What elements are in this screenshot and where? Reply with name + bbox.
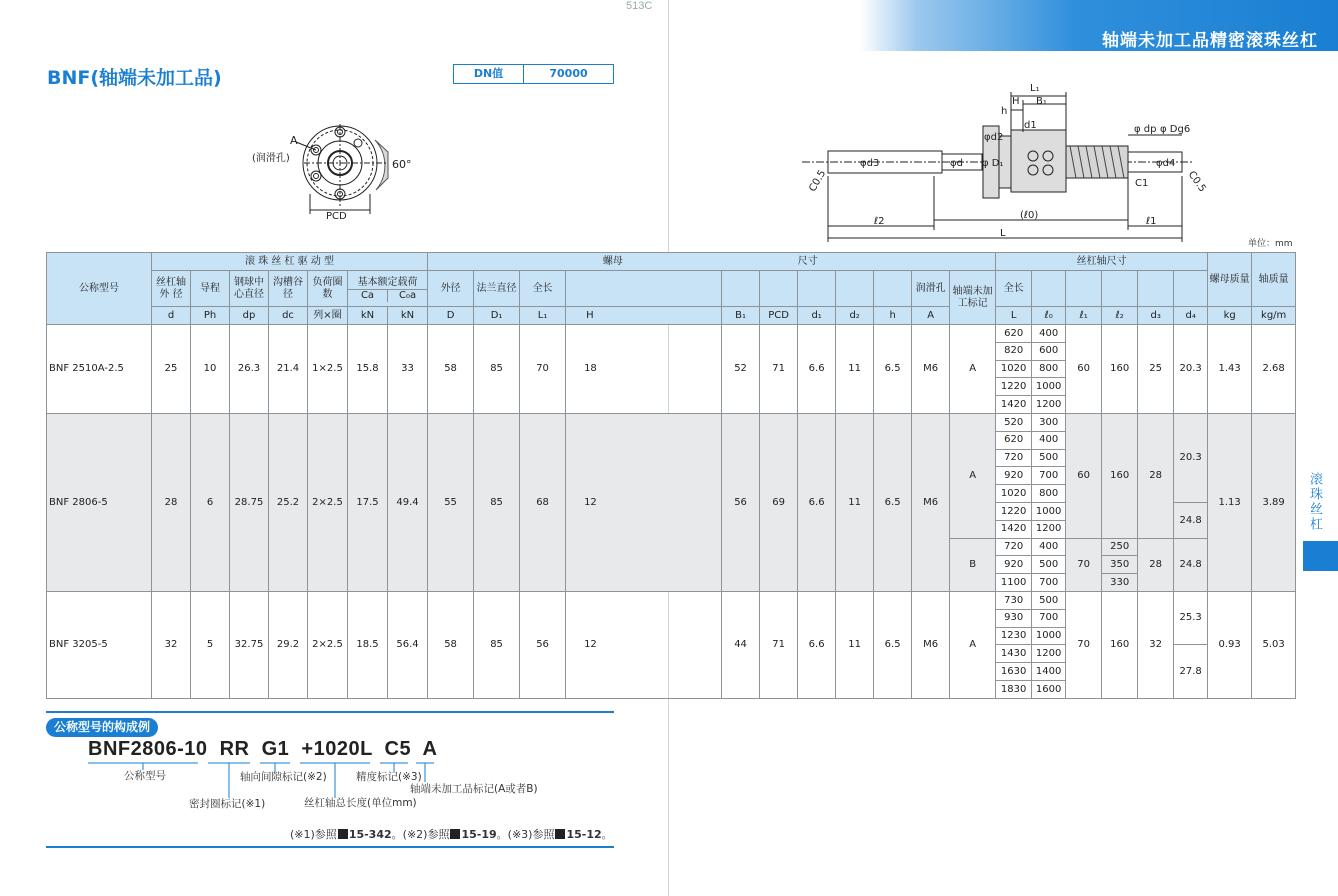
side-d3-label: φd3 [860,158,880,169]
cell-total-length: 1230 [996,627,1032,645]
cell-total-length: 930 [996,609,1032,627]
cell-d: 55 [428,413,474,591]
th-shaft: 丝杠轴尺寸 [996,253,1208,271]
th-u-pcd: PCD [760,307,798,325]
cell-shaft-mass: 2.68 [1252,325,1296,414]
cell-d4: 27.8 [1174,645,1208,698]
cell-l1: 60 [1066,325,1102,414]
side-c05-left-label: C0.5 [807,168,829,194]
th-groove: 沟槽谷径 [269,271,308,307]
cell-a: M6 [912,325,950,414]
table-row [47,325,1296,343]
cell-total-length: 1830 [996,680,1032,698]
cell-total-length: 1020 [996,485,1032,503]
ref1-text: (※1)参照 [290,828,337,841]
side-c05-right-label: C0.5 [1185,169,1208,195]
front-angle-label: 60° [392,158,412,171]
cell-total-length: 620 [996,431,1032,449]
cell-total-length: 920 [996,467,1032,485]
page-title: BNF(轴端未加工品) [47,67,222,89]
unit-note: 单位：mm [1248,239,1293,249]
cell-h: 12 [566,591,722,698]
ref3-page: 15-12 [566,828,602,841]
side-d4-label: φd4 [1156,158,1176,169]
cell-total-length: 1420 [996,520,1032,538]
cell-h: 6.5 [874,325,912,414]
cell-total-length: 1420 [996,396,1032,414]
composition-badge: 公称型号的构成例 [46,718,158,737]
th-u-D1: D₁ [474,307,520,325]
comp-label-length: 丝杠轴总长度(单位mm) [304,797,417,809]
cell-d: 28 [152,413,191,591]
cell-total-length: 1430 [996,645,1032,663]
side-L-label: L [1000,228,1006,239]
cell-l1: 70 [1066,591,1102,698]
th-shaft-mass: 轴质量 [1252,253,1296,307]
table-row [47,413,1296,431]
cell-pcd: 71 [760,591,798,698]
th-u-dc: dc [269,307,308,325]
cell-end-code: A [950,325,996,414]
th-total-len: 全长 [996,271,1032,307]
cell-d3: 28 [1138,413,1174,538]
cell-d: 25 [152,325,191,414]
cell-d3: 25 [1138,325,1174,414]
dn-value: 70000 [549,67,588,80]
th-u-kn2: kN [388,307,428,325]
cell-total-length: 1220 [996,378,1032,396]
th-ca: Ca [348,290,388,302]
cell-l0: 1600 [1032,680,1066,698]
cell-total-length: 620 [996,325,1032,343]
cell-d4: 24.8 [1174,502,1208,538]
th-length: 全长 [520,271,566,307]
front-a-label: A [290,134,298,147]
comp-label-model: 公称型号 [124,770,166,782]
cell-l1: 56 [520,591,566,698]
side-D1-label: φ D₁ [982,158,1004,169]
cell-ca: 15.8 [348,325,388,414]
cell-d4: 20.3 [1174,413,1208,502]
cell-l0: 700 [1032,574,1066,592]
cell-l0: 1200 [1032,520,1066,538]
cell-d1: 85 [474,413,520,591]
th-drive: 滚 珠 丝 杠 驱 动 型 [152,253,428,271]
cell-h: 6.5 [874,591,912,698]
ref1-sep: 。 [391,828,403,841]
header-band [860,0,1338,51]
dn-value-box [453,64,614,84]
ref3-text: (※3)参照 [507,828,555,841]
cell-d2: 11 [836,325,874,414]
cell-d4: 25.3 [1174,591,1208,644]
cell-l0: 500 [1032,591,1066,609]
cell-total-length: 1020 [996,360,1032,378]
nut-front-view-drawing [240,118,440,222]
th-u-d1: d₁ [798,307,836,325]
th-u-turns: 列×圈 [308,307,348,325]
dn-label: DN值 [454,65,524,83]
cell-l1: 68 [520,413,566,591]
th-dims: 尺寸 [798,253,996,271]
comp-label-end: 轴端未加工品标记(A或者B) [410,783,538,795]
cell-d4: 24.8 [1174,538,1208,591]
cell-a: M6 [912,591,950,698]
cell-nut-mass: 0.93 [1208,591,1252,698]
side-dg6-label: φ Dg6 [1160,124,1191,135]
th-u-l0: ℓ₀ [1032,307,1066,325]
ref1-page: 15-342 [348,828,392,841]
cell-end-code: A [950,413,996,538]
cell-ca: 18.5 [348,591,388,698]
th-u-l2: ℓ₂ [1102,307,1138,325]
th-u-dp: dp [230,307,269,325]
comp-label-clearance: 轴向间隙标记(※2) [240,771,327,783]
cell-l0: 300 [1032,413,1066,431]
cell-l2: 160 [1102,413,1138,538]
cell-d1: 6.6 [798,591,836,698]
cell-dp: 28.75 [230,413,269,591]
front-pcd-label: PCD [326,211,347,222]
side-l0-label: (ℓ0) [1020,210,1039,221]
ref2-a-icon [450,829,460,839]
cell-end-code: A [950,591,996,698]
cell-d: 58 [428,591,474,698]
th-u-A: A [912,307,950,325]
cell-total-length: 1220 [996,502,1032,520]
cell-l0: 500 [1032,449,1066,467]
th-ball-pcd: 钢球中心直径 [230,271,269,307]
th-u-L1: L₁ [520,307,566,325]
cell-model: BNF 3205-5 [47,591,152,698]
footnote-references [290,826,613,842]
cell-coa: 49.4 [388,413,428,591]
cell-pcd: 69 [760,413,798,591]
th-u-d: d [152,307,191,325]
cell-dc: 25.2 [269,413,308,591]
side-l1-label: L₁ [1030,83,1040,94]
cell-l0: 400 [1032,538,1066,556]
cell-l0: 1000 [1032,502,1066,520]
cell-d3: 28 [1138,538,1174,591]
cell-l0: 1400 [1032,663,1066,681]
th-u-kg: kg [1208,307,1252,325]
th-shaft-od: 丝杠轴外 径 [152,271,191,307]
th-coa: C₀a [398,290,417,301]
cell-d: 58 [428,325,474,414]
th-lead: 导程 [191,271,230,307]
cell-l0: 600 [1032,342,1066,360]
ref2-page: 15-19 [461,828,497,841]
th-flange: 法兰直径 [474,271,520,307]
cell-l1: 70 [1066,538,1102,591]
th-lube: 润滑孔 [912,271,950,307]
cell-d1: 6.6 [798,325,836,414]
side-H-label: H [1012,96,1020,107]
cell-d1: 85 [474,591,520,698]
cell-l0: 1000 [1032,627,1066,645]
side-h-label: h [1001,106,1008,117]
cell-h: 18 [566,325,722,414]
side-l2-label: ℓ2 [874,216,885,227]
cell-d3: 32 [1138,591,1174,698]
cell-l0: 700 [1032,467,1066,485]
cell-h: 12 [566,413,722,591]
cell-ph: 10 [191,325,230,414]
cell-l2: 250 [1102,538,1138,556]
cell-d2: 11 [836,591,874,698]
cell-nut-mass: 1.13 [1208,413,1252,591]
th-u-kn1: kN [348,307,388,325]
th-nut-mass: 螺母质量 [1208,253,1252,307]
cell-turns: 1×2.5 [308,325,348,414]
cell-nut-mass: 1.43 [1208,325,1252,414]
cell-dc: 29.2 [269,591,308,698]
cell-h: 6.5 [874,413,912,591]
th-u-L: L [996,307,1032,325]
side-b1-label: B₁ [1036,96,1047,107]
cell-end-code: B [950,538,996,591]
cell-d: 32 [152,591,191,698]
th-u-d2: d₂ [836,307,874,325]
cell-dc: 21.4 [269,325,308,414]
table-row [47,591,1296,609]
front-lube-label: (润滑孔) [252,153,290,164]
header-title: 轴端未加工品精密滚珠丝杠 [1102,31,1318,51]
th-u-D: D [428,307,474,325]
cell-model: BNF 2510A-2.5 [47,325,152,414]
ref1-a-icon [338,829,348,839]
th-u-l1: ℓ₁ [1066,307,1102,325]
cell-shaft-mass: 5.03 [1252,591,1296,698]
cell-coa: 33 [388,325,428,414]
th-u-d3: d₃ [1138,307,1174,325]
cell-l1: 60 [1066,413,1102,538]
cell-l2: 350 [1102,556,1138,574]
page-number-left: 513C [626,0,653,12]
th-u-d4: d₄ [1174,307,1208,325]
cell-b1: 44 [722,591,760,698]
cell-d4: 20.3 [1174,325,1208,414]
cell-total-length: 720 [996,538,1032,556]
cell-d1: 85 [474,325,520,414]
cell-l2: 160 [1102,325,1138,414]
cell-shaft-mass: 3.89 [1252,413,1296,591]
th-u-H: H [566,307,722,325]
th-turns: 负荷圈数 [308,271,348,307]
cell-total-length: 730 [996,591,1032,609]
side-category-tab [1303,541,1338,571]
composition-bottom-rule [46,846,614,848]
th-u-h: h [874,307,912,325]
th-u-kgm: kg/m [1252,307,1296,325]
cell-l2: 160 [1102,591,1138,698]
spec-table [46,252,1296,699]
side-dp-label: φ dp [1134,124,1157,135]
cell-b1: 56 [722,413,760,591]
side-l1s-label: ℓ1 [1146,216,1157,227]
side-c1-label: C1 [1135,178,1149,189]
cell-b1: 52 [722,325,760,414]
ref3-a-icon [555,829,565,839]
th-rating [348,271,428,307]
cell-dp: 26.3 [230,325,269,414]
th-outer: 外径 [428,271,474,307]
ref2-sep: 。 [496,828,508,841]
cell-model: BNF 2806-5 [47,413,152,591]
cell-dp: 32.75 [230,591,269,698]
cell-l1: 70 [520,325,566,414]
th-u-B1: B₁ [722,307,760,325]
composition-code: BNF2806-10 RR G1 +1020L C5 A [88,738,438,760]
cell-total-length: 520 [996,413,1032,431]
cell-total-length: 720 [996,449,1032,467]
cell-ph: 5 [191,591,230,698]
th-rating-label: 基本额定载荷 [348,276,427,291]
side-d2-label: φd2 [984,132,1004,143]
side-d-label: φd [950,158,963,169]
cell-total-length: 920 [996,556,1032,574]
cell-l0: 400 [1032,325,1066,343]
cell-l0: 1200 [1032,645,1066,663]
th-end-code: 轴端未加工标记 [950,271,996,325]
ref3-sep: 。 [601,828,613,841]
ref2-text: (※2)参照 [402,828,450,841]
cell-l0: 500 [1032,556,1066,574]
cell-l0: 700 [1032,609,1066,627]
cell-l0: 400 [1032,431,1066,449]
cell-coa: 56.4 [388,591,428,698]
cell-turns: 2×2.5 [308,413,348,591]
cell-total-length: 820 [996,342,1032,360]
th-u-ph: Ph [191,307,230,325]
th-nut: 螺母 [428,253,798,271]
cell-d1: 6.6 [798,413,836,591]
th-model: 公称型号 [47,253,152,325]
cell-l2: 330 [1102,574,1138,592]
cell-l0: 800 [1032,360,1066,378]
cell-total-length: 1630 [996,663,1032,681]
cell-l0: 800 [1032,485,1066,503]
cell-turns: 2×2.5 [308,591,348,698]
comp-label-seal: 密封圈标记(※1) [189,798,266,810]
comp-label-accuracy: 精度标记(※3) [356,771,422,783]
cell-ph: 6 [191,413,230,591]
composition-top-rule [46,711,614,713]
cell-pcd: 71 [760,325,798,414]
cell-l0: 1200 [1032,396,1066,414]
side-category-label: 滚珠丝杠 [1307,472,1322,532]
ball-screw-side-view-drawing [798,78,1218,242]
cell-a: M6 [912,413,950,591]
cell-total-length: 1100 [996,574,1032,592]
cell-ca: 17.5 [348,413,388,591]
side-d1-label: d1 [1024,120,1037,131]
cell-l0: 1000 [1032,378,1066,396]
cell-d2: 11 [836,413,874,591]
